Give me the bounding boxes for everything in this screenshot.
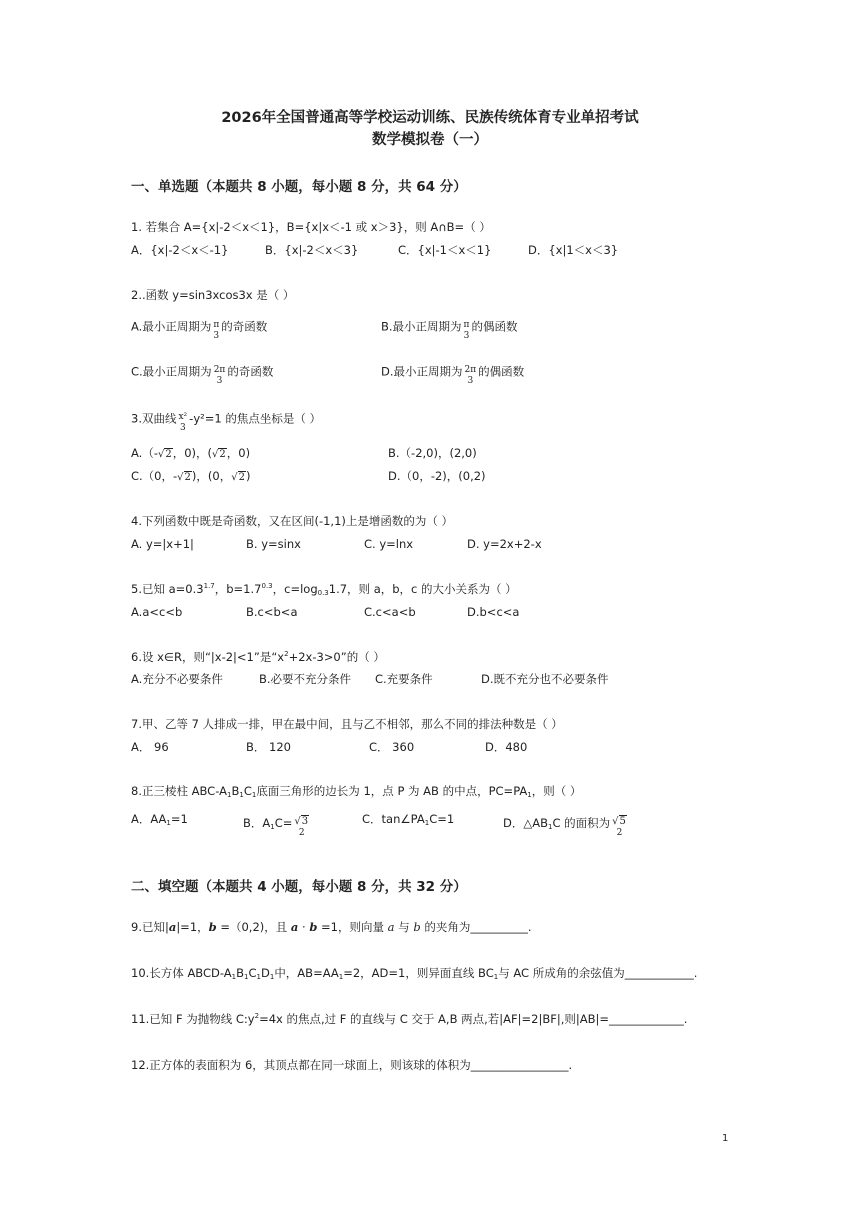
question-5-option-c: C.c<a<b [364,605,416,619]
question-1-option-a: A．{x|-2＜x＜-1} [131,243,229,257]
question-4-option-b: B. y=sinx [246,537,301,551]
question-6-option-a: A.充分不必要条件 [131,672,223,686]
question-3-option-c: C.（0，-√2)，(0，√2) [131,469,251,483]
question-8-option-b: B．$A_1C=$ √3 2 [243,816,309,838]
question-6-option-c: C.充要条件 [375,672,433,686]
sqrt: √2 [177,472,191,483]
question-7-option-c: C． 360 [369,740,415,754]
question-12-stem: 12.正方体的表面积为 6，其顶点都在同一球面上，则该球的体积为_________________. [131,1058,573,1072]
question-8-option-a: A．$AA_1=1$ [131,812,188,827]
question-4-stem: 4.下列函数中既是奇函数，又在区间(-1,1)上是增函数的为（ ） [131,514,454,528]
question-1-option-c: C．{x|-1＜x＜1} [398,243,492,257]
question-1-stem: 1. 若集合 A={x|-2＜x＜1}，B={x|x＜-1 或 x＞3}，则 A∩B=（ ） [131,220,491,234]
question-1-option-d: D．{x|1＜x＜3} [528,243,619,257]
section-heading-fill-blank: 二、填空题（本题共 4 小题，每小题 8 分，共 32 分） [131,879,467,895]
question-8-stem: 8.正三棱柱 ABC-$A_1B_1C_1$底面三角形的边长为 1，点 P 为 AB 的中点，$PC=PA_1$，则（ ） [131,784,582,799]
question-5-option-b: B.c<b<a [246,605,298,619]
question-2-option-b: B.最小正周期为 π 3 的偶函数 [381,319,518,341]
question-5-option-a: A.a<c<b [131,605,183,619]
question-6-stem: 6.设 x∈R，则“|x-2|<1”是“$x^2+2x-3>0$”的（ ） [131,650,385,664]
question-3-stem: 3.双曲线 x² 3 -y²=1 的焦点坐标是（ ） [131,411,321,433]
fraction: 2π 3 [464,365,477,386]
question-11-stem: 11.已知 F 为抛物线 $C:y^2=4x$ 的焦点,过 F 的直线与 C 交于 A,B 两点,若|AF|=2|BF|,则|AB|=_____________. [131,1012,688,1026]
question-6-option-d: D.既不充分也不必要条件 [481,672,609,686]
question-2-option-c: C.最小正周期为 2π 3 的奇函数 [131,364,274,386]
question-10-stem: 10.长方体 ABCD-$A_1B_1C_1D_1$中，$AB=AA_1=2$，AD=1，则异面直线 $BC_1$与 AC 所成角的余弦值为____________. [131,966,698,981]
question-7-stem: 7.甲、乙等 7 人排成一排，甲在最中间，且与乙不相邻，那么不同的排法种数是（ ） [131,717,563,731]
document-title: 2026年全国普通高等学校运动训练、民族传统体育专业单招考试 [221,110,639,126]
question-2-option-a: A.最小正周期为 π 3 的奇函数 [131,319,268,341]
question-3-option-b: B.（-2,0)，(2,0) [388,446,477,460]
question-4-option-d: D. y=2x+2-x [467,537,542,551]
question-7-option-d: D．480 [485,740,528,754]
document-subtitle: 数学模拟卷（一） [372,132,488,148]
question-4-option-c: C. y=lnx [364,537,414,551]
fraction: 2π 3 [213,365,226,386]
question-7-option-a: A． 96 [131,740,169,754]
question-1-option-b: B．{x|-2＜x＜3} [265,243,359,257]
question-2-option-d: D.最小正周期为 2π 3 的偶函数 [381,364,525,386]
question-7-option-b: B． 120 [246,740,291,754]
fraction: x² 3 [178,412,188,433]
question-5-option-d: D.b<c<a [467,605,520,619]
question-8-option-d: D．$\triangle AB_1C$ 的面积为 √5 2 [503,816,626,838]
sqrt: √2 [157,449,172,460]
question-4-option-a: A. y=|x+1| [131,537,194,551]
fraction: √5 2 [612,816,626,838]
question-9-stem: 9.已知|a|=1，b =（0,2)，且 a · b =1，则向量 a 与 b 的夹角为__________. [131,920,532,934]
question-3-option-a: A.（-√2，0)，(√2，0) [131,446,251,460]
fraction: π 3 [213,320,220,341]
fraction: π 3 [463,320,470,341]
sqrt: √2 [231,472,245,483]
question-2-stem: 2..函数 y=sin3xcos3x 是（ ） [131,288,295,302]
page-number: 1 [722,1133,729,1144]
question-3-option-d: D.（0，-2)，(0,2) [388,469,486,483]
section-heading-single-choice: 一、单选题（本题共 8 小题，每小题 8 分，共 64 分） [131,179,467,195]
sqrt: √2 [212,449,226,460]
question-8-option-c: C．$\tan\angle PA_1C=1$ [362,812,455,827]
question-5-stem: 5.已知 $a=0.3^{1.7}$，$b=1.7^{0.3}$，$c=\log_{0.3}1.7$，则 a，b，c 的大小关系为（ ） [131,582,517,597]
fraction: √3 2 [294,816,309,838]
question-6-option-b: B.必要不充分条件 [259,672,352,686]
